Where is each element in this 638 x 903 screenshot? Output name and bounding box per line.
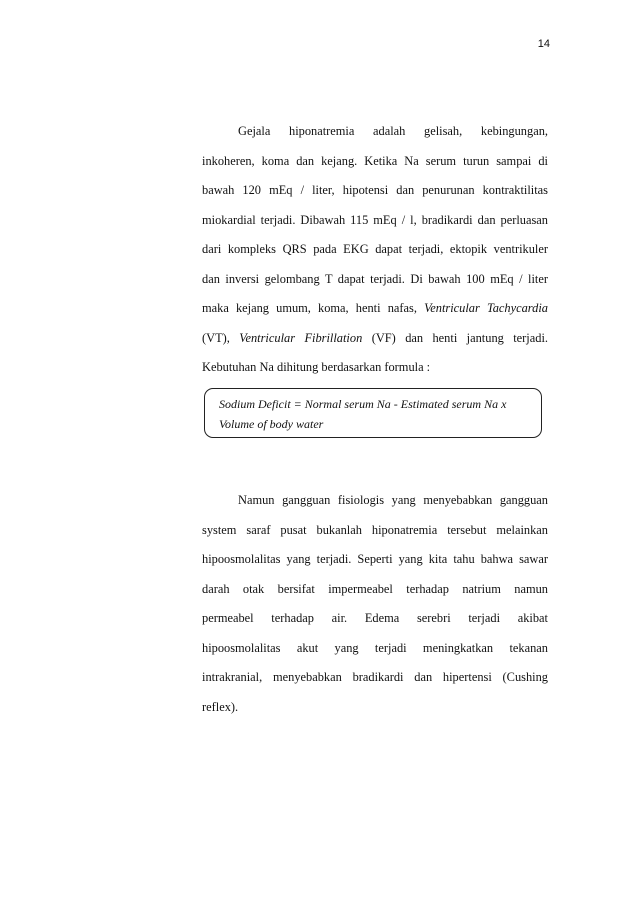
text-segment: maka kejang umum, koma, henti nafas,: [202, 301, 425, 315]
text-line: reflex).: [202, 699, 239, 714]
text-line: inkoheren, koma dan kejang. Ketika Na serum turun sampai di: [202, 153, 548, 168]
text-line: darah otak bersifat impermeabel terhadap natrium namun: [202, 581, 548, 596]
text-line: hipoosmolalitas akut yang terjadi meningkatkan tekanan: [202, 640, 548, 655]
italic-term-vt: Ventricular Tachycardia: [424, 301, 548, 315]
text-line: dari kompleks QRS pada EKG dapat terjadi, ektopik ventrikuler: [202, 242, 548, 256]
text-line: miokardial terjadi. Dibawah 115 mEq / l, bradikardi dan perluasan: [202, 212, 548, 227]
text-line: dan inversi gelombang T dapat terjadi. Di bawah 100 mEq / liter: [202, 271, 548, 286]
text-segment: (VF) dan henti jantung terjadi.: [362, 330, 548, 345]
text-line: intrakranial, menyebabkan bradikardi dan hipertensi (Cushing: [202, 670, 548, 684]
text-line: [202, 294, 548, 324]
italic-term-vf: Ventricular Fibrillation: [239, 330, 363, 345]
text-segment: (VT),: [202, 330, 240, 345]
text-line: permeabel terhadap air. Edema serebri terjadi akibat: [202, 611, 548, 625]
text-line: bawah 120 mEq / liter, hipotensi dan penurunan kontraktilitas: [202, 183, 548, 197]
paragraph-hyponatremia-symptoms: [202, 117, 548, 383]
formula-line: Sodium Deficit = Normal serum Na - Estimated serum Na x: [219, 397, 507, 411]
text-line: hipoosmolalitas yang terjadi. Seperti yang kita tahu bahwa sawar: [202, 552, 548, 566]
text-line: Kebutuhan Na dihitung berdasarkan formula :: [202, 360, 431, 374]
text-line: [202, 324, 548, 354]
text-line: Namun gangguan fisiologis yang menyebabkan gangguan: [238, 493, 548, 507]
text-line: system saraf pusat bukanlah hiponatremia tersebut melainkan: [202, 522, 548, 537]
text-line: Gejala hiponatremia adalah gelisah, kebingungan,: [238, 124, 548, 138]
paragraph-hypoosmolality: [202, 486, 548, 722]
formula-line: Volume of body water: [219, 417, 324, 431]
page-number: 14: [537, 38, 550, 50]
sodium-deficit-formula-box: [204, 388, 542, 438]
